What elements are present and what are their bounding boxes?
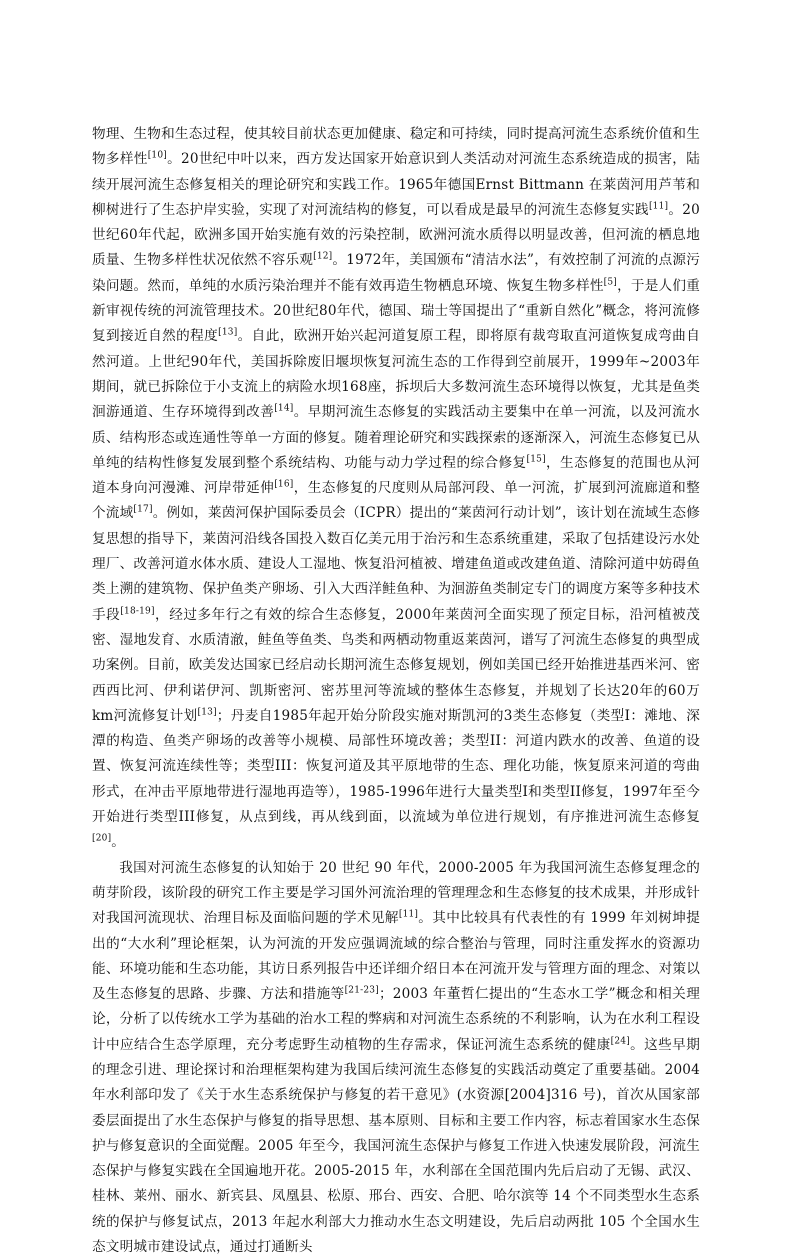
text-run: 。例如，莱茵河保护国际委员会（ICPR）提出的“莱茵河行动计划”，该计划在流域生态修复思想的指导下，莱茵河沿线各国投入数百亿美元用于治污和生态系统重建，采取了包括建设污水处理厂、改善河道水体水质、建设人工湿地、恢复沿河植被、增建鱼道或改建鱼道、清除河道中妨碍鱼类上溯的建筑物、保护鱼类产卵场、引入大西洋鲑鱼种、为洄游鱼类制定专门的调度方案等多种技术手段 [92,505,700,623]
citation-ref: [11] [398,909,419,920]
citation-ref: [14] [274,403,294,414]
text-run: 。其中比较具有代表性的有 1999 年刘树坤提出的“大水利”理论框架，认为河流的开发应强调流域的综合整治与管理，同时注重发挥水的资源功能、环境功能和生态功能，其访日系列报告中还详细介绍日本在河流开发与管理方面的理念、对策以及生态修复的思路、步骤、方法和措施等 [92,910,700,1003]
citation-ref: [12] [313,251,333,262]
citation-ref: [24] [610,1036,630,1047]
paragraph [92,856,700,1260]
text-run: 。20世纪中叶以来，西方发达国家开始意识到人类活动对河流生态系统造成的损害，陆续开展河流生态修复相关的理论研究和实践工作。1965年德国Ernst Bittmann 在莱茵河用芦苇和柳树进行了生态护岸实验，实现了对河流结构的修复，可以看成是最早的河流生态修复实践 [92,151,700,218]
text-run: 。自此，欧洲开始兴起河道复原工程，即将原有裁弯取直河道恢复成弯曲自然河道。上世纪90年代，美国拆除废旧堰坝恢复河流生态的工作得到空前展开，1999年~2003年期间，就已拆除位于小支流上的病险水坝168座，拆坝后大多数河流生态环境得以恢复，尤其是鱼类洄游通道、生存环境得到改善 [92,328,700,421]
citation-ref: [18-19] [120,606,155,617]
citation-ref: [10] [147,150,167,161]
citation-ref: [21-23] [344,985,379,996]
text-run: 。 [111,834,126,851]
text-run: ，经过多年行之有效的综合生态修复，2000年莱茵河全面实现了预定目标，沿河植被茂密、湿地发育、水质清澈，鲑鱼等鱼类、鸟类和两栖动物重返莱茵河，谱写了河流生态修复的典型成功案例。目前，欧美发达国家已经启动长期河流生态修复规划，例如美国已经开始推进基西米河、密西西比河、伊利诺伊河、凯斯密河、密苏里河等流域的整体生态修复，并规划了长达20年的60万km河流修复计划 [92,606,700,724]
text-run: ；2003 年董哲仁提出的“生态水工学”概念和相关理论，分析了以传统水工学为基础的治水工程的弊病和对河流生态系统的不利影响，认为在水利工程设计中应结合生态学原理，充分考虑野生动植物的生存需求，保证河流生态系统的健康 [92,986,701,1053]
text-run: 。20世纪60年代起，欧洲多国开始实施有效的污染控制，欧洲河流水质得以明显改善，但河流的栖息地质量、生物多样性状况依然不容乐观 [92,201,701,269]
citation-ref: [11] [648,201,669,212]
text-run: ，于是人们重新审视传统的河流管理技术。20世纪80年代，德国、瑞士等国提出了“重新自然化”概念，将河流修复到接近自然的程度 [92,277,701,345]
citation-ref: [5] [603,277,618,288]
text-run: ；丹麦自1985年起开始分阶段实施对斯凯河的3类生态修复（类型I：滩地、深潭的构造、鱼类产卵场的改善等小规模、局部性环境改善；类型II：河道内跌水的改善、鱼道的设置、恢复河流连续性等；类型III：恢复河道及其平原地带的生态、理化功能，恢复原来河道的弯曲形式，在冲击平原地带进行湿地再造等），1985-1996年进行大量类型I和类型II修复，1997年至今开始进行类型III修复，从点到线，再从线到面，以流域为单位进行规划，有序推进河流生态修复 [92,707,700,826]
text-run: 。早期河流生态修复的实践活动主要集中在单一河流，以及河流水质、结构形态或连通性等单一方面的修复。随着理论研究和实践探索的逐渐深入，河流生态修复已从单纯的结构性修复发展到整个系统结构、功能与动力学过程的综合修复 [92,404,700,471]
citation-ref: [13] [218,327,238,338]
text-run: 。1972年，美国颁布“清洁水法”，有效控制了河流的点源污染问题。然而，单纯的水质污染治理并不能有效再造生物栖息环境、恢复生物多样性 [92,252,700,294]
text-run: 。这些早期的理念引进、理论探讨和治理框架构建为我国后续河流生态修复的实践活动奠定了重要基础。2004 年水利部印发了《关于水生态系统保护与修复的若干意见》(水资源[2004]316 号)，首次从国家部委层面提出了水生态保护与修复的指导思想、基本原则、目标和主要工作内容，标志着国家水生态保护与修复意识的全面觉醒。2005 年至今，我国河流生态保护与修复工作进入快速发展阶段，河流生态保护与修复实践在全国遍地开花。2005-2015 年，水利部在全国范围内先后启动了无锡、武汉、桂林、莱州、丽水、新宾县、凤凰县、松原、邢台、西安、合肥、哈尔滨等 14 个不同类型水生态系统的保护与修复试点，2013 年起水利部大力推动水生态文明建设，先后启动两批 105 个全国水生态文明城市建设试点，通过打通断头 [92,1036,700,1256]
citation-ref: [16] [274,479,294,490]
document-body [92,122,700,1260]
citation-ref: [20] [92,833,112,844]
citation-ref: [13] [197,707,217,718]
text-run: ，生态修复的尺度则从局部河段、单一河流，扩展到河流廊道和整个流域 [92,480,700,522]
paragraph [92,122,700,856]
text-run: ，生态修复的范围也从河道本身向河漫滩、河岸带延伸 [92,454,700,497]
citation-ref: [17] [133,504,153,515]
text-run: 我国对河流生态修复的认知始于 20 世纪 90 年代，2000-2005 年为我国河流生态修复理念的萌芽阶段，该阶段的研究工作主要是学习国外河流治理的管理理念和生态修复的技术成果，并形成针对我国河流现状、治理目标及面临问题的学术见解 [92,859,700,927]
text-run: 物理、生物和生态过程，使其较目前状态更加健康、稳定和可持续，同时提高河流生态系统价值和生物多样性 [92,126,700,168]
citation-ref: [15] [526,454,546,465]
